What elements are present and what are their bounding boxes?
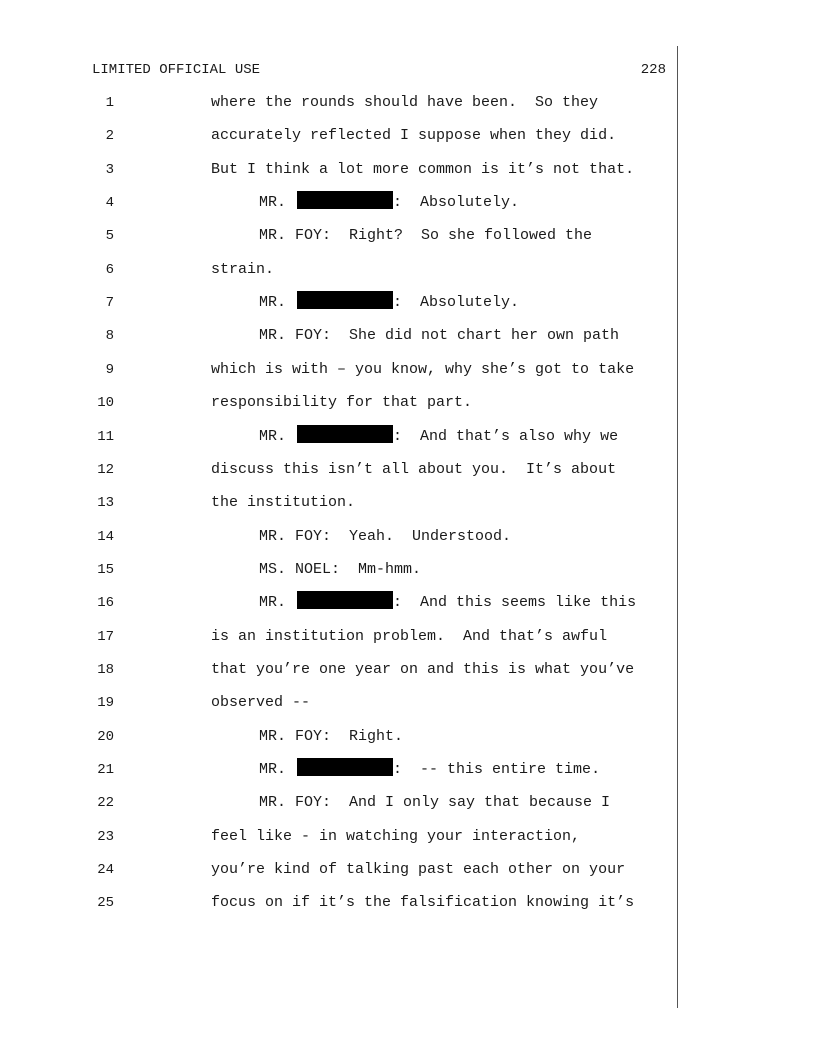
transcript-line — [0, 90, 816, 123]
transcript-line — [0, 390, 816, 423]
line-text: focus on if it’s the falsification knowing it’s — [211, 894, 635, 912]
transcript-line — [0, 357, 816, 390]
line-number: 21 — [97, 762, 114, 778]
transcript-line — [0, 724, 816, 757]
transcript-line — [0, 323, 816, 356]
line-text: is an institution problem. And that’s awful — [211, 627, 608, 645]
line-number: 9 — [105, 361, 114, 378]
transcript-line — [0, 223, 816, 256]
transcript-line — [0, 790, 816, 823]
classification-header: LIMITED OFFICIAL USE — [92, 62, 261, 78]
line-number: 14 — [97, 528, 114, 545]
line-text: discuss this isn’t all about you. It’s about — [211, 460, 617, 478]
page-number: 228 — [640, 62, 666, 78]
transcript-line — [0, 890, 816, 923]
line-number: 25 — [97, 895, 114, 912]
speaker-label: MR. — [259, 294, 287, 312]
line-text — [259, 757, 600, 783]
line-number: 6 — [105, 261, 114, 278]
line-number: 16 — [97, 595, 114, 612]
transcript-line — [0, 457, 816, 490]
speaker-statement: : And this seems like this — [393, 594, 637, 612]
line-text: where the rounds should have been. So they — [211, 94, 599, 111]
line-text — [259, 424, 618, 450]
line-number: 8 — [105, 328, 114, 345]
line-number: 15 — [97, 561, 114, 578]
line-number: 1 — [105, 95, 114, 111]
transcript-line — [0, 257, 816, 290]
line-text — [259, 190, 519, 216]
redaction-bar — [297, 425, 393, 443]
line-text: feel like - in watching your interaction, — [211, 827, 581, 845]
transcript-line — [0, 424, 816, 457]
line-text: responsibility for that part. — [211, 394, 473, 412]
line-number: 7 — [105, 295, 114, 312]
line-number: 20 — [97, 728, 114, 745]
transcript-line — [0, 190, 816, 223]
line-text — [259, 590, 636, 616]
line-text: the institution. — [211, 494, 356, 512]
line-text: you’re kind of talking past each other on your — [211, 861, 626, 879]
line-text: MR. FOY: Right. — [259, 727, 404, 745]
line-text: strain. — [211, 260, 275, 278]
line-number: 5 — [105, 228, 114, 245]
transcript-line — [0, 290, 816, 323]
redaction-bar — [297, 191, 393, 209]
transcript-line — [0, 857, 816, 890]
speaker-label: MR. — [259, 594, 287, 612]
line-text — [259, 290, 519, 316]
line-number: 12 — [97, 461, 114, 478]
line-text: MR. FOY: Right? So she followed the — [259, 227, 593, 245]
line-text: observed -- — [211, 694, 311, 712]
line-number: 13 — [97, 495, 114, 512]
line-number: 23 — [97, 828, 114, 845]
line-number: 3 — [105, 161, 114, 178]
redaction-bar — [297, 758, 393, 776]
line-text: But I think a lot more common is it’s not that. — [211, 160, 635, 178]
redaction-bar — [297, 591, 393, 609]
line-number: 17 — [97, 628, 114, 645]
transcript-line — [0, 524, 816, 557]
line-number: 4 — [105, 195, 114, 212]
line-text: MS. NOEL: Mm-hmm. — [259, 560, 422, 578]
transcript-line — [0, 757, 816, 790]
transcript-line — [0, 624, 816, 657]
line-number: 24 — [97, 862, 114, 879]
speaker-statement: : -- this entire time. — [393, 761, 601, 778]
line-number: 22 — [97, 795, 114, 812]
speaker-label: MR. — [259, 427, 287, 445]
line-text: MR. FOY: She did not chart her own path — [259, 327, 620, 345]
line-text: accurately reflected I suppose when they did. — [211, 127, 617, 145]
speaker-statement: : Absolutely. — [393, 294, 520, 312]
line-text: MR. FOY: And I only say that because I — [259, 794, 611, 812]
transcript-line — [0, 557, 816, 590]
speaker-label: MR. — [259, 761, 287, 778]
line-text: MR. FOY: Yeah. Understood. — [259, 527, 512, 545]
transcript-line — [0, 690, 816, 723]
line-text: that you’re one year on and this is what you’ve — [211, 660, 635, 678]
redaction-bar — [297, 291, 393, 309]
transcript-line — [0, 824, 816, 857]
speaker-statement: : And that’s also why we — [393, 427, 619, 445]
transcript-line — [0, 490, 816, 523]
line-number: 10 — [97, 395, 114, 412]
transcript-line — [0, 123, 816, 156]
speaker-statement: : Absolutely. — [393, 194, 520, 212]
speaker-label: MR. — [259, 194, 287, 212]
line-number: 19 — [97, 695, 114, 712]
line-number: 18 — [97, 661, 114, 678]
transcript-line — [0, 590, 816, 623]
line-text: which is with – you know, why she’s got to take — [211, 360, 635, 378]
transcript-line — [0, 157, 816, 190]
transcript-line — [0, 657, 816, 690]
line-number: 11 — [97, 428, 114, 445]
line-number: 2 — [105, 128, 114, 145]
